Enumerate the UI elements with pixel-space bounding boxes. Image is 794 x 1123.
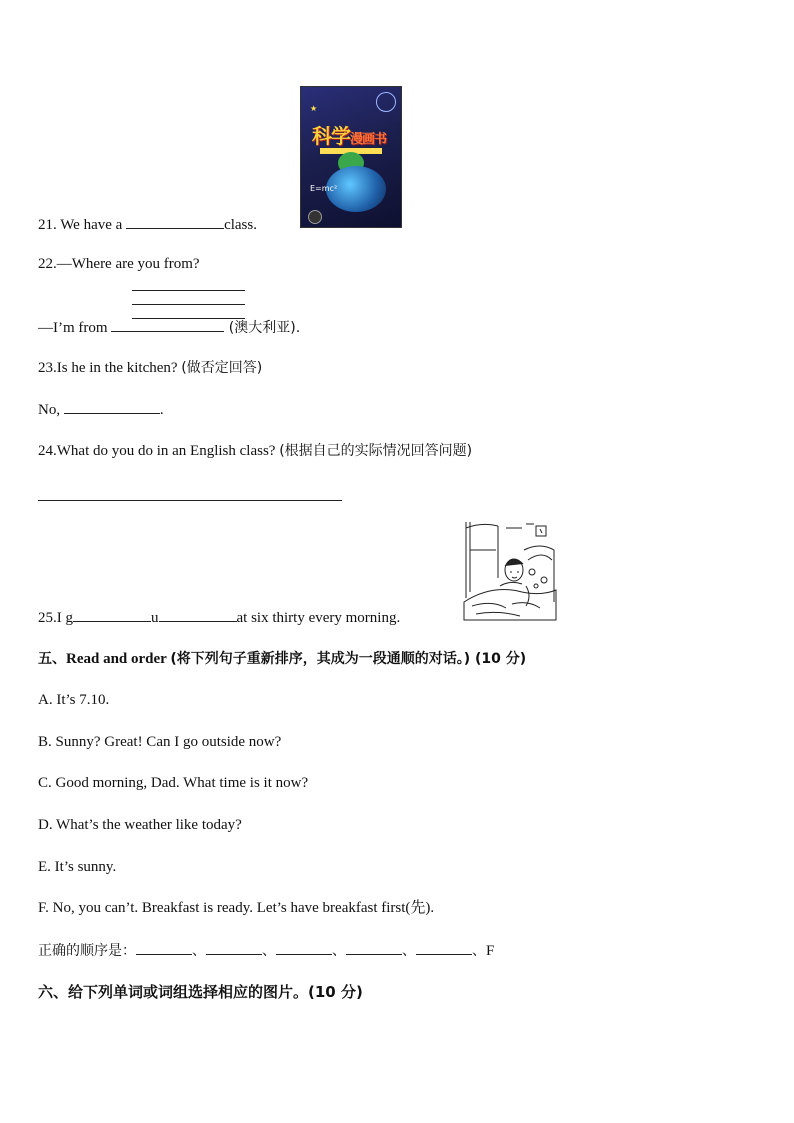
- order-blank-1[interactable]: [136, 940, 192, 955]
- order-blank-2[interactable]: [206, 940, 262, 955]
- question-22: 22.—Where are you from?: [38, 256, 200, 272]
- question-21: 21. We have a class.: [38, 214, 257, 235]
- order-blank-5[interactable]: [416, 940, 472, 955]
- order-blank-3[interactable]: [276, 940, 332, 955]
- book-brand: ★: [310, 104, 318, 113]
- section-6-heading: 六、给下列单词或词组选择相应的图片。(10 分): [38, 983, 363, 1001]
- order-item-e: E. It’s sunny.: [38, 859, 117, 875]
- order-item-a: A. It’s 7.10.: [38, 692, 110, 708]
- atom-graphic: [376, 92, 396, 112]
- answer-blank[interactable]: [159, 607, 237, 622]
- question-22-answer: —I’m from (澳大利亚).: [38, 317, 300, 338]
- book-title: 科学漫画书: [312, 124, 387, 148]
- order-item-c: C. Good morning, Dad. What time is it now?: [38, 775, 309, 791]
- question-23: 23.Is he in the kitchen? (做否定回答): [38, 360, 263, 376]
- formula-graphic: E=mc²: [310, 184, 338, 193]
- answer-line[interactable]: [132, 290, 245, 291]
- book-seal: [308, 210, 322, 224]
- question-23-answer: No, .: [38, 399, 164, 420]
- answer-line[interactable]: [38, 500, 342, 501]
- order-answer-row: 正确的顺序是： 、 、 、 、 、F: [38, 940, 494, 961]
- question-25: 25.I g u at six thirty every morning.: [38, 607, 400, 628]
- waking-up-sketch-image: [462, 520, 558, 624]
- order-item-b: B. Sunny? Great! Can I go outside now?: [38, 734, 282, 750]
- science-comic-book-image: [300, 86, 402, 228]
- answer-blank[interactable]: [126, 214, 224, 229]
- section-5-heading: 五、Read and order (将下列句子重新排序，其成为一段通顺的对话。) (10 分): [38, 651, 527, 667]
- order-item-f: F. No, you can’t. Breakfast is ready. Let’s have breakfast first(先).: [38, 900, 435, 916]
- answer-blank[interactable]: [111, 317, 224, 332]
- answer-line[interactable]: [132, 304, 245, 305]
- order-blank-4[interactable]: [346, 940, 402, 955]
- answer-blank[interactable]: [64, 399, 160, 414]
- order-item-d: D. What’s the weather like today?: [38, 817, 242, 833]
- answer-blank[interactable]: [73, 607, 151, 622]
- question-24: 24.What do you do in an English class? (根据自己的实际情况回答问题): [38, 443, 473, 459]
